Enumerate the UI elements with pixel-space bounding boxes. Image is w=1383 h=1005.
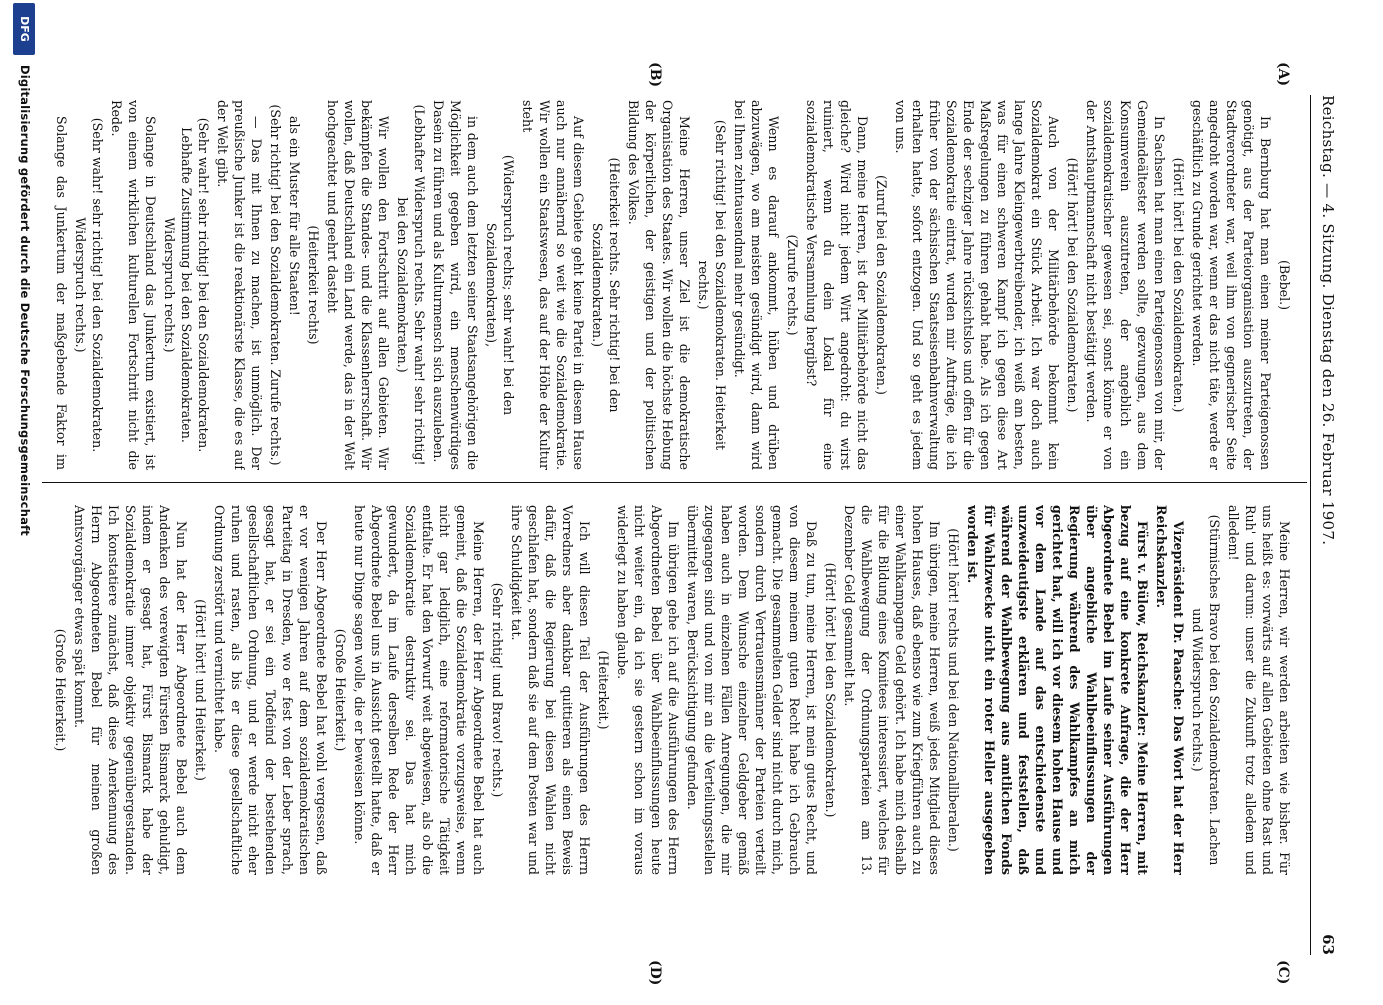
interjection: (Sehr wahr! sehr richtig! bei den Sozialdemokraten. Lebhafte Zustimmung bei den Sozialdemokraten. Widerspruch rechts.)	[162, 117, 211, 453]
paragraph: In Sachsen hat man einen Parteigenossen von mir, der Gemeindeältester werden sollte, gezwungen, aus dem Konsumverein auszutreten, der angeblich ein sozialdemokratischer gewesen sei, sonst könne er von der Amtshauptmannschaft nicht bestätigt werden.	[1084, 100, 1167, 470]
interjection: (Große Heiterkeit.)	[333, 628, 348, 752]
interjection: (Hört! hört! bei den Sozialdemokraten.)	[823, 562, 838, 818]
interjection: (Lebhafter Widerspruch rechts. Sehr wahr! sehr richtig! bei den Sozialdemokraten.)	[395, 104, 427, 466]
paragraph: Daß zu tun, meine Herren, ist mein gutes Recht, und von diesem meinem guten Recht habe ich Gebrauch gemacht. Die gesammelten Gelder sind nicht durch mich, sondern durch Vertrauensmänner der Parteien verteilt worden. Dem Wunsche einzelner Geldgeber gemäß haben auch in einzelnen Fällen Anregungen, die mir zugegangen sind und von mir an die Verteilungsstellen übermittelt waren, Berücksichtigung gefunden.	[685, 505, 819, 875]
paragraph: Auf diesem Gebiete geht keine Partei in diesem Hause auch nur annähernd so weit wie die Sozialdemokratie. Wir wollen ein Staatswesen, das auf der Höhe der Kultur steht	[520, 100, 586, 470]
page-number: 63	[1319, 934, 1337, 955]
interjection: (Sehr richtig! bei den Sozialdemokraten. Zurufe rechts.)	[268, 104, 283, 466]
paragraph: Ich will diesen Teil der Ausführungen des Herrn Vorredners aber dankbar quittieren als einen Beweis dafür, daß die Regierung bei diesen Wahlen nicht geschlafen hat, sondern daß sie auf dem Posten war und ihre Schuldigkeit tat.	[509, 505, 592, 875]
footer-credit: Digitalisierung gefördert durch die Deutsche Forschungsgemeinschaft	[18, 65, 32, 536]
running-head: Reichstag. — 4. Sitzung. Dienstag den 26. Februar 1907.	[1319, 95, 1337, 546]
interjection: (Sehr wahr! sehr richtig! bei den Sozialdemokraten. Widerspruch rechts.)	[73, 117, 105, 453]
interjection: (Große Heiterkeit.)	[53, 628, 68, 752]
paragraph: Meine Herren, unser Ziel ist die demokratische Organisation des Staates. Wir wollen die höchste Hebung der körperlichen, der geistigen und der politischen Bildung des Volkes.	[626, 100, 692, 470]
page-footer	[8, 0, 38, 1005]
margin-mark-c: (C)	[1275, 960, 1291, 985]
paragraph: Solange in Deutschland das Junkertum existiert, ist von einem wirklichen kulturellen Fortschritt nicht die Rede.	[109, 100, 158, 470]
column-divider	[42, 482, 1307, 483]
header-rule	[1310, 95, 1311, 955]
margin-mark-a: (A)	[1275, 62, 1291, 87]
paragraph: Im übrigen gehe ich auf die Ausführungen des Herrn Abgeordneten Bebel über Wahlbeeinflussungen heute nicht weiter ein, da ich sie gestern schon im voraus widerlegt zu haben glaube.	[615, 505, 681, 875]
paragraph: Auch von der Militärbehörde bekommt kein Sozialdemokrat ein Stück Arbeit. Ich war doch auch lange Jahre Kleingewerbtreibender, ich weiß am besten, was für einen schweren Kampf ich gegen diese Art Maßregelungen zu führen gehabt habe. Als ich gegen Ende der sechziger Jahre rücksichtslos und offen für die Sozialdemokratie eintrat, wurden mir Aufträge, die ich früher von der sächsischen Staatseisenbahnverwaltung erhalten hatte, sofort entzogen. Und so geht es jedem von uns.	[893, 100, 1061, 470]
interjection: (Widerspruch rechts; sehr wahr! bei den Sozialdemokraten),	[484, 154, 516, 416]
right-column	[53, 505, 1293, 875]
speaker-paragraph: Fürst v. Bülow, Reichskanzler: Meine Herren, mit bezug auf eine konkrete Anfrage, die der Herr Abgeordnete Bebel im Laufe seiner Ausführungen über angebliche Wahlbeeinflussungen der Regierung während des Wahlkampfes an mich gerichtet hat, will ich vor diesem hohen Hause und vor dem Lande auf das entschiedenste und unzweideutigste erklären und feststellen, daß während der Wahlbewegung aus amtlichen Fonds für Wahlzwecke nicht ein roter Heller ausgegeben worden ist.	[965, 505, 1150, 875]
interjection: (Sehr richtig! und Bravo! rechts.)	[490, 582, 505, 798]
margin-mark-b: (B)	[647, 62, 663, 88]
dfg-logo: DFG	[13, 3, 35, 55]
interjection: (Heiterkeit rechts)	[306, 225, 321, 345]
left-column	[53, 100, 1293, 470]
paragraph: Wenn es darauf ankommt, hüben und drüben abzuwägen, wo am meisten gesündigt wird, dann wird bei Ihnen zehntausendmal mehr gesündigt.	[732, 100, 781, 470]
interjection: (Heiterkeit rechts. Sehr richtig! bei den Sozialdemokraten.)	[590, 157, 622, 413]
interjection: (Heiterkeit.)	[596, 650, 611, 730]
interjection: (Hört! hört! und Heiterkeit.)	[193, 599, 208, 781]
interjection: (Sehr richtig! bei den Sozialdemokraten. Heiterkeit rechts.)	[696, 119, 728, 451]
paragraph: Meine Herren, der Herr Abgeordnete Bebel hat auch gemeint, daß die Sozialdemokratie vorzugsweise, wenn nicht gar lediglich, eine reformatorische Tätigkeit entfalte. Er hat den Vorwurf weit abgewiesen, als ob die Sozialdemokratie destruktiv sei. Das hat mich gewundert, da im Laufe derselben Rede der Herr Abgeordnete Bebel uns in Aussicht gestellt hatte, daß er heute nur Dinge sagen wolle, die er beweisen könne.	[352, 505, 486, 875]
interjection: (Hört! hört! rechts und bei den Nationalliberalen.)	[946, 528, 961, 852]
paragraph: Nun hat der Herr Abgeordnete Bebel auch dem Andenken des verewigten Fürsten Bismarck gehuldigt, indem er gesagt hat, Fürst Bismarck habe der Sozialdemokratie immer objektiv gegenübergestanden. Ich konstatiere zunächst, daß diese Anerkennung des Herrn Abgeordneten Bebel für meinen großen Amtsvorgänger etwas spät kommt.	[72, 505, 189, 875]
interjection: (Bebel.)	[1277, 259, 1292, 311]
margin-mark-d: (D)	[647, 960, 663, 986]
paragraph: Solange das Junkertum der maßgebende Faktor im	[54, 116, 69, 470]
page-header	[1311, 95, 1343, 955]
paragraph: als ein Muster für alle Staaten!	[287, 116, 302, 316]
interjection: (Hört! hört! bei den Sozialdemokraten.)	[1171, 157, 1186, 413]
interjection: (Zuruf bei den Sozialdemokraten.)	[874, 175, 889, 395]
interjection: (Stürmisches Bravo bei den Sozialdemokraten. Lachen und Widerspruch rechts.)	[1190, 514, 1222, 866]
paragraph: Dann, meine Herren, ist der Militärbehörde nicht das gleiche? Wird nicht jedem Wirt angedroht: du wirst ruiniert, wenn du dein Lokal für eine sozialdemokratische Versammlung hergibst?	[804, 100, 870, 470]
paragraph: Im übrigen, meine Herren, weiß jedes Mitglied dieses hohen Hauses, daß ebenso wie zum Kriegführen auch zu einer Wahlkampagne Geld gehört. Ich habe mich deshalb für die Bildung eines Komitees interessiert, welches für die Wahlbewegung der Ordnungsparteien am 13. Dezember Geld gesammelt hat.	[842, 505, 942, 875]
paragraph: Meine Herren, wir werden arbeiten wie bisher. Für uns heißt es: vorwärts auf allen Gebieten ohne Rast und Ruh' und darum: unser die Zukunft trotz alledem und alledem!	[1226, 505, 1292, 875]
paragraph: — Das mit Ihnen zu machen, ist unmöglich. Der preußische Junker ist die reaktionärste Klasse, die es auf der Welt gibt.	[215, 100, 264, 470]
interjection: (Hört! hört! bei den Sozialdemokraten.)	[1065, 157, 1080, 413]
paragraph: in dem auch dem letzten seiner Staatsangehörigen die Möglichkeit gegeben wird, ein menschenwürdiges Dasein zu führen und als Kulturmensch sich auszuleben.	[431, 100, 480, 470]
interjection: (Zurufe rechts.)	[785, 234, 800, 336]
paragraph: In Bernburg hat man einen meiner Parteigenossen genötigt, aus der Parteiorganisation auszutreten, der Stadtverordneter war, weil ihm von gegnerischer Seite angedroht worden war, wenn er das nicht täte, werde er geschäftlich zu Grunde gerichtet werden.	[1190, 100, 1273, 470]
paragraph: Der Herr Abgeordnete Bebel hat wohl vergessen, daß er vor wenigen Jahren auf dem sozialdemokratischen Parteitag in Dresden, wo er fest von der Leber sprach, gesagt hat, er sei ein Todfeind der bestehenden gesellschaftlichen Ordnung, und er werde nicht eher ruhen und rasten, als bis er diese gesellschaftliche Ordnung zerstört und vernichtet habe.	[212, 505, 329, 875]
speaker-paragraph: Vizepräsident Dr. Paasche: Das Wort hat der Herr Reichskanzler.	[1154, 505, 1186, 875]
paragraph: Wir wollen den Fortschritt auf allen Gebieten. Wir bekämpfen die Standes- und die Klassenherrschaft. Wir wollen, daß Deutschland ein Land werde, das in der Welt hochgeachtet und geehrt dasteht	[325, 100, 391, 470]
